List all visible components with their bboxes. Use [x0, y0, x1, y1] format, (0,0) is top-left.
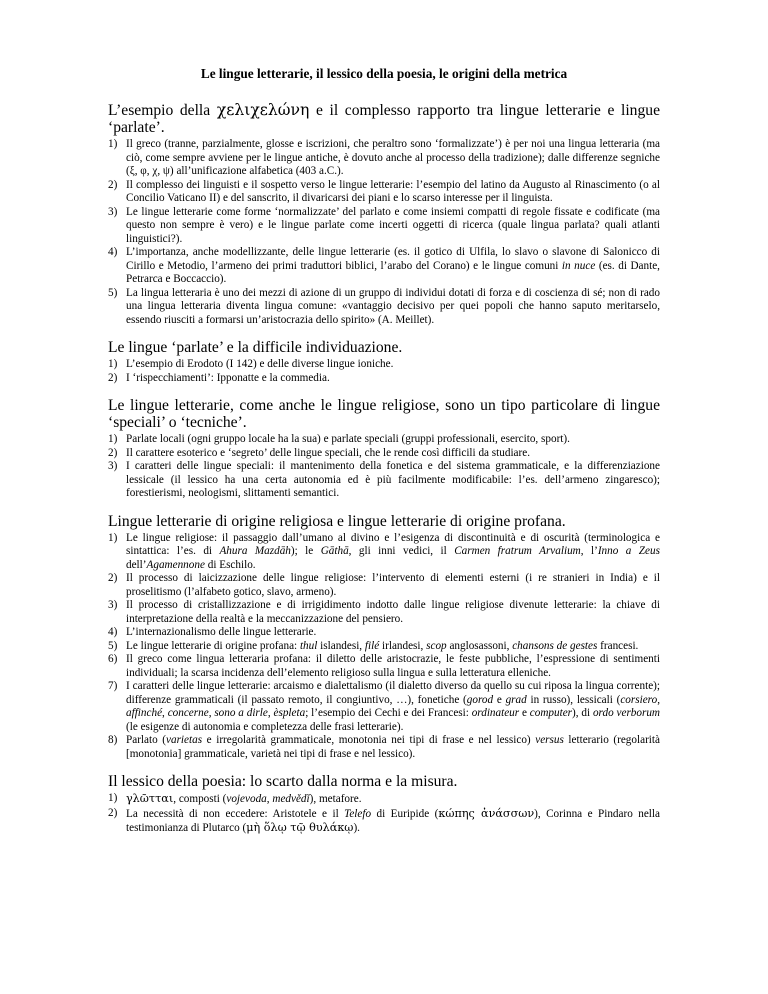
list-item: 1) Le lingue religiose: il passaggio dall’umano al divino e l’esigenza di discontinuità e di oscurità (terminologica e sintattica: l’es. di Ahura Mazdāh); le Gāthā, gli inni vedici, il Carmen fratrum Arvalium, l’Inno a Zeus dell’Agamennone di Eschilo. [108, 531, 660, 571]
list-item: 2) Il carattere esoterico e ‘segreto’ delle lingue speciali, che le rende così difficili da studiare. [108, 446, 531, 459]
section-heading-5: Il lessico della poesia: lo scarto dalla norma e la misura. [108, 773, 458, 790]
section-list-4 [108, 532, 660, 762]
list-item: 4) L’importanza, anche modellizzante, delle lingue letterarie (es. il gotico di Ulfila, lo slavo o slavone di Salonicco di Cirillo e Metodio, l’armeno dei primi traduttori biblici, l’arabo del Corano) e le lingue comuni in nuce (es. di Dante, Petrarca e Boccaccio). [108, 246, 660, 285]
list-item: 7) I caratteri delle lingue letterarie: arcaismo e dialettalismo (il dialetto diverso da quello su cui riposa la lingua corrente); differenze grammaticali (il passato remoto, il congiuntivo, …), fonetiche (gorod e grad in russo), lessicali (corsiero, affinché, concerne, sono a dirle, èspleta; l’esempio dei Cechi e dei Francesi: ordinateur e computer), di ordo verborum (le esigenze di autonomia e completezza delle frasi letterarie). [108, 680, 661, 733]
list-item: 5) La lingua letteraria è uno dei mezzi di azione di un gruppo di individui dotati di forza e di coscienza di sé; non di rado una lingua letteraria diventa lingua comune: «vantaggio decisivo per quei popoli che hanno saputo meritarselo, essendo riusciti a formarsi un’aristocrazia dello spirito» (A. Meillet). [108, 286, 660, 326]
list-item: 1) Parlate locali (ogni gruppo locale ha la sua) e parlate speciali (gruppi professionali, esercito, sport). [108, 433, 570, 445]
list-item: 2) Il complesso dei linguisti e il sospetto verso le lingue letterarie: l’esempio del latino da Augusto al Rinascimento (o al Concilio Vaticano II) e del sanscrito, il divaricarsi dei piani e lo scarso interesse per il linguista. [108, 178, 660, 204]
list-item: 2) La necessità di non eccedere: Aristotele e il Telefo di Euripide (κώπης ἀνάσσων), Corinna e Pindaro nella testimonianza di Plutarco (μὴ ὅλῳ τῷ θυλάκῳ). [108, 806, 660, 834]
list-item: 1) Il greco (tranne, parzialmente, glosse e iscrizioni, che peraltro sono ‘formalizzate’) è per noi una lingua letteraria (ma ciò, come sempre avviene per le lingue antiche, è dovuto anche al processo della tradizione); dalle differenze segniche (ξ, φ, χ, ψ) all’unificazione alfabetica (403 a.C.). [108, 138, 660, 177]
section-heading-4: Lingue letterarie di origine religiosa e lingue letterarie di origine profana. [108, 512, 566, 530]
section-heading-1: L’esempio della χελιχελώνη e il complesso rapporto tra lingue letterarie e lingue ‘parlate’. [108, 101, 660, 136]
list-item: 5) Le lingue letterarie di origine profana: thul islandesi, filé irlandesi, scop anglosassoni, chansons de gestes francesi. [108, 639, 639, 652]
section-list-1 [108, 138, 660, 327]
document-page [108, 66, 660, 848]
list-item: 2) I ‘rispecchiamenti’: Ipponatte e la commedia. [108, 371, 330, 384]
list-item: 1) L’esempio di Erodoto (I 142) e delle diverse lingue ioniche. [108, 358, 394, 370]
section-list-2 [108, 358, 660, 385]
section-heading-3: Le lingue letterarie, come anche le lingue religiose, sono un tipo particolare di lingue ‘speciali’ o ‘tecniche’. [108, 397, 660, 431]
list-item: 4) L’internazionalismo delle lingue letterarie. [108, 626, 317, 638]
list-item: 8) Parlato (varietas e irregolarità grammaticale, monotonia nei tipi di frase e nel lessico) versus letterario (regolarità [monotonia] grammaticale, varietà nei tipi di frase e nel lessico). [108, 734, 660, 760]
list-item: 3) Il processo di cristallizzazione e di irrigidimento indotto dalle lingue religiose divenute letterarie: la chiave di interpretazione della realtà e la meccanizzazione del pensiero. [108, 599, 660, 625]
list-item: 1) γλῶτται, composti (vojevoda, medvědĭ), metafore. [108, 792, 362, 805]
document-title: Le lingue letterarie, il lessico della poesia, le origini della metrica [200, 66, 568, 81]
list-item: 3) Le lingue letterarie come forme ‘normalizzate’ del parlato e come insiemi compatti di regole fissate e codificate (ma questo non sempre è vero) e le lingue parlate come incerti oggetti di ricerca (quale lingua parlata? quali atlanti linguistici?). [108, 205, 660, 245]
section-list-3 [108, 433, 660, 501]
list-item: 2) Il processo di laicizzazione delle lingue religiose: l’intervento di elementi esterni (i re stranieri in India) e il proselitismo (l’alfabeto gotico, slavo, armeno). [108, 572, 660, 598]
list-item: 3) I caratteri delle lingue speciali: il mantenimento della fonetica e del sistema grammaticale, e la differenziazione lessicale (il lessico ha una certa autonomia ed è più facilmente modificabile: l’es. dell’armeno zingaresco); forestierismi, neologismi, slittamenti semantici. [108, 460, 660, 499]
section-list-5 [108, 792, 660, 836]
section-heading-2: Le lingue ‘parlate’ e la difficile individuazione. [108, 339, 403, 356]
list-item: 6) Il greco come lingua letteraria profana: il diletto delle aristocrazie, le feste pubbliche, l’espressione di sentimenti individuali; la scarsa incidenza dell’elemento religioso sulla lingua e sulla letteratura elleniche. [108, 653, 660, 679]
